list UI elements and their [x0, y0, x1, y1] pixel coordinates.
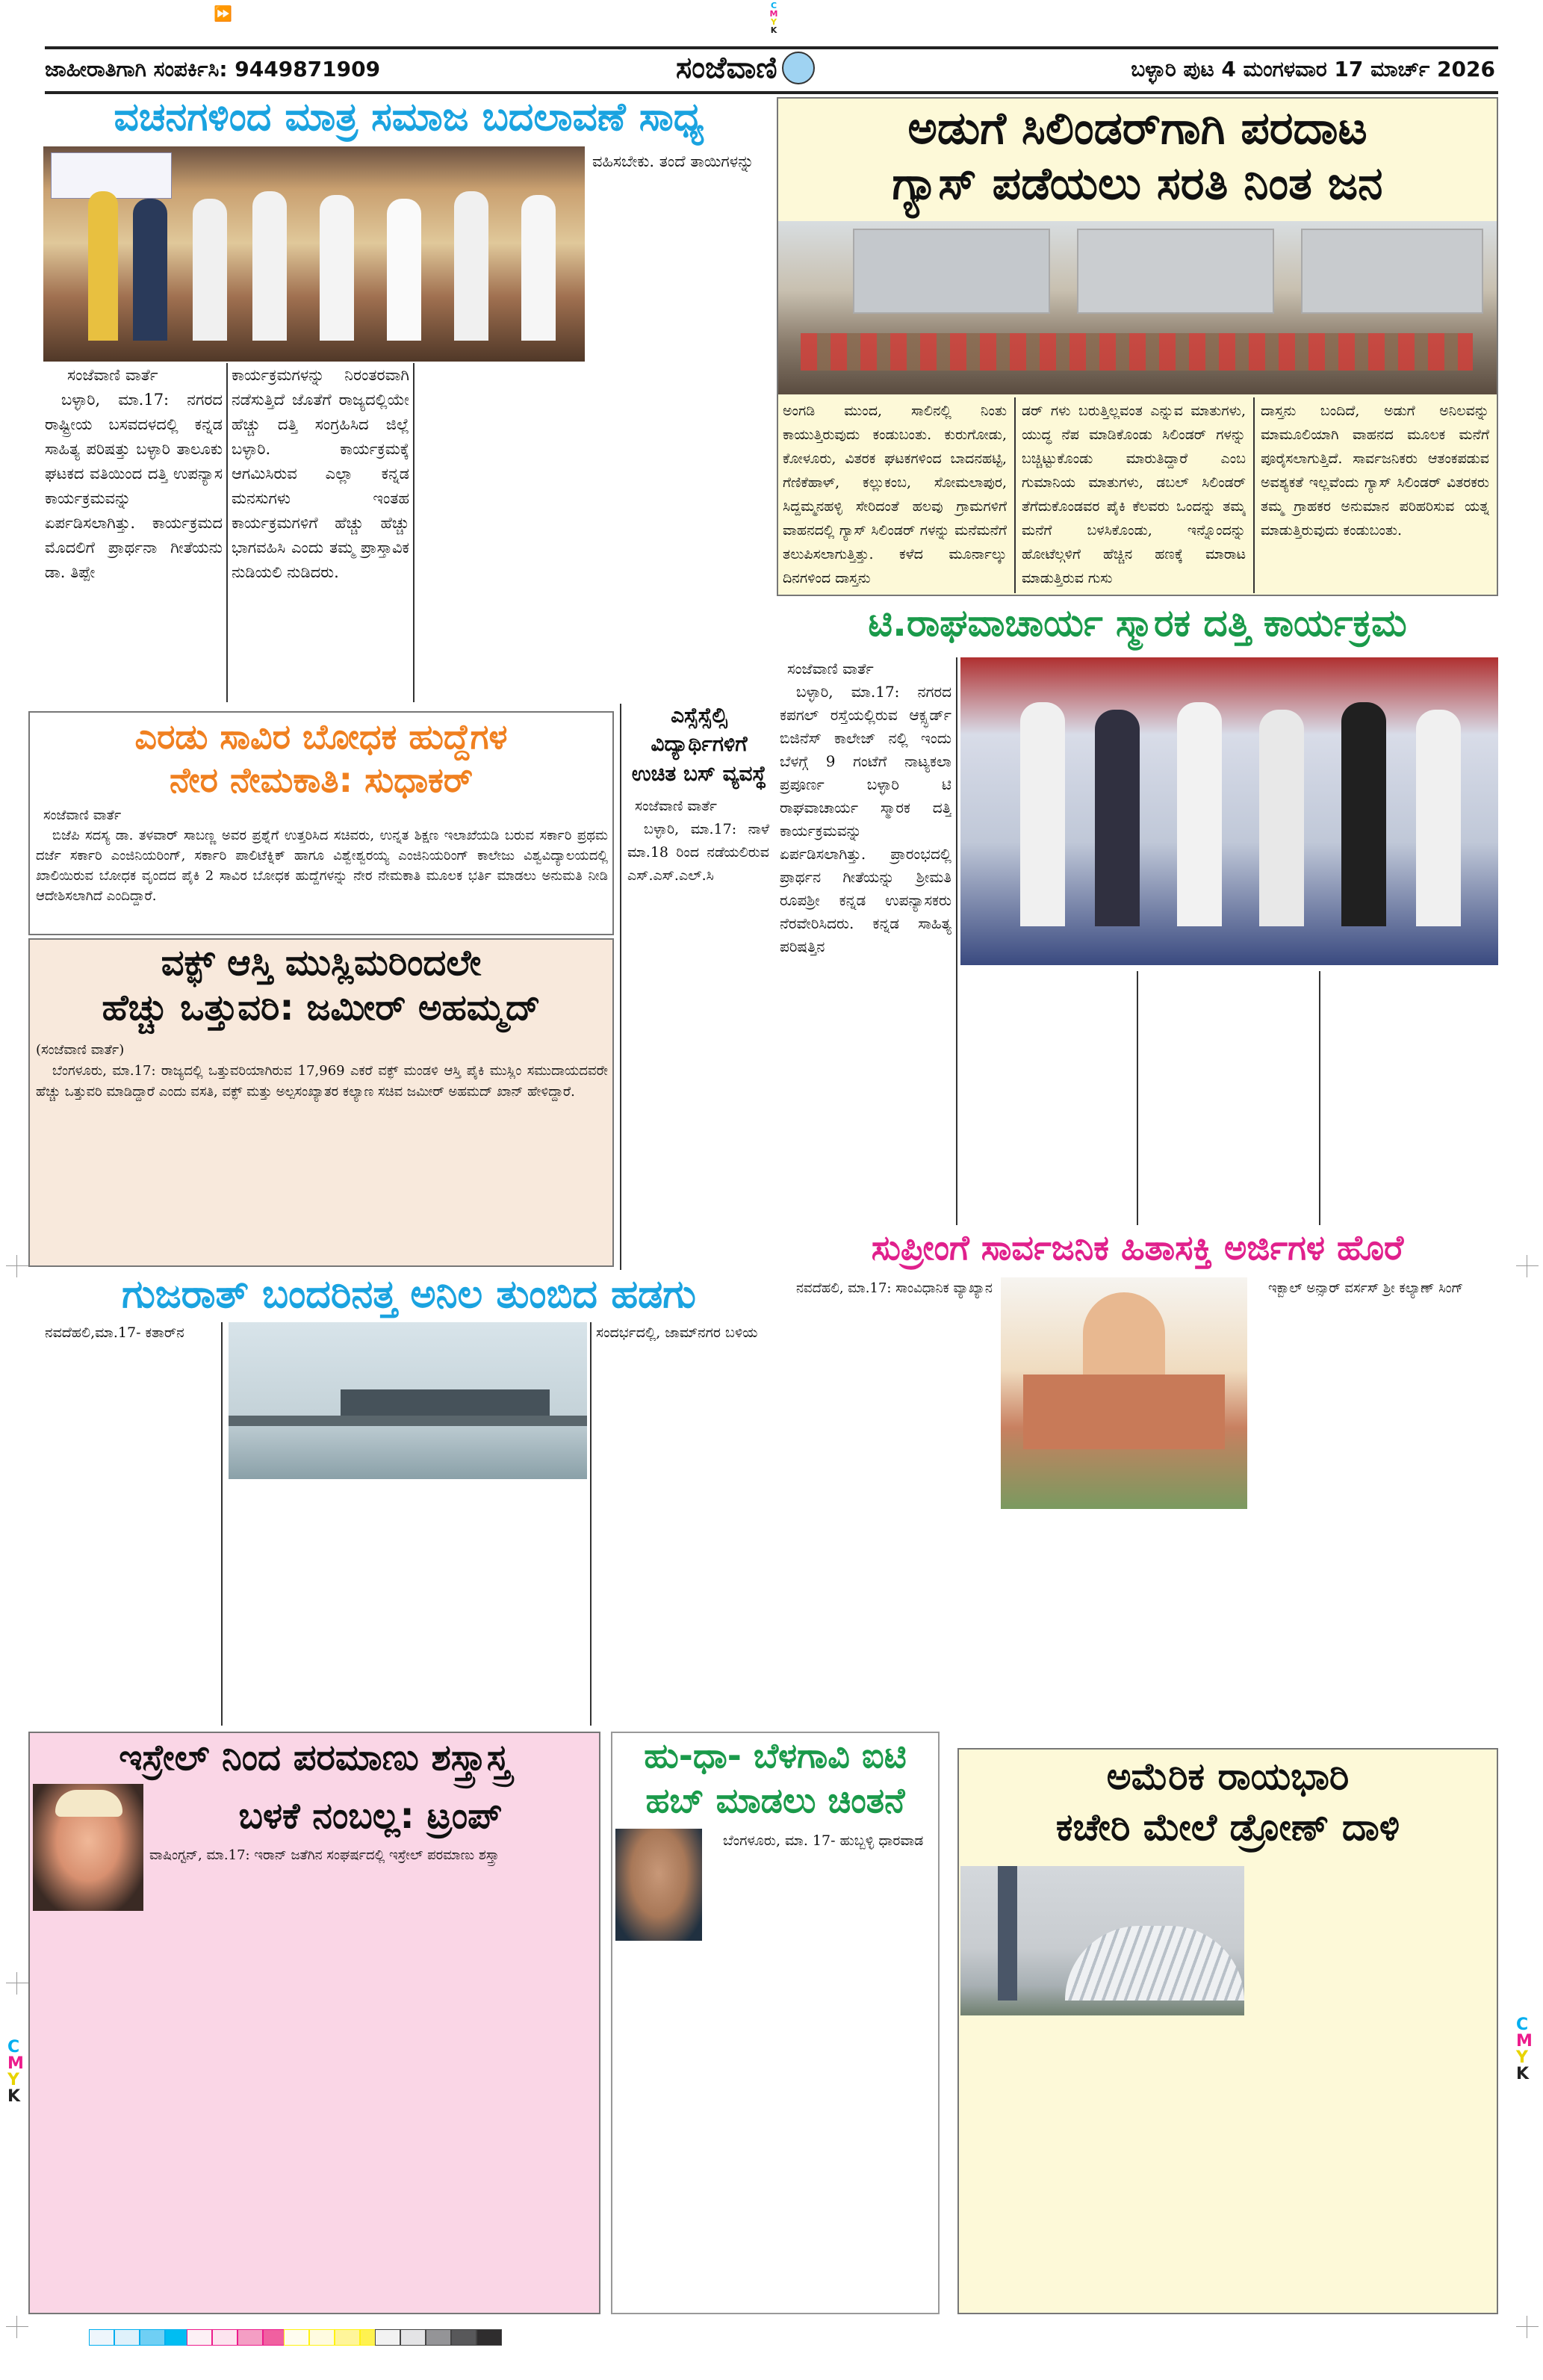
- shop-shutter-icon: [853, 229, 1050, 314]
- banner-icon: [51, 152, 172, 199]
- ithub-lead: [707, 1830, 934, 1942]
- gas-col-3: [1261, 399, 1489, 590]
- black-swatch: [426, 2329, 451, 2346]
- cmyk-y: Y: [7, 2071, 19, 2089]
- column-rule: [1253, 397, 1255, 593]
- ithub-headline-line-2: ಹಬ್ ಮಾಡಲು ಚಿಂತನೆ: [645, 1780, 905, 1820]
- supreme-court-photo: [1001, 1277, 1247, 1509]
- column-rule: [590, 1322, 592, 1726]
- supreme-col-1: [780, 1277, 996, 1726]
- gujarat-col-2: [229, 1487, 587, 1726]
- yellow-swatch: [335, 2329, 360, 2346]
- dateline: ಬಳ್ಳಾರಿ ಪುಟ 4 ಮಂಗಳವಾರ 17 ಮಾರ್ಚ್ 2026: [1131, 57, 1495, 81]
- ithub-headline-line-1: ಹು-ಧಾ- ಬೆಳಗಾವಿ ಐಟಿ: [644, 1735, 907, 1776]
- cmyk-right-mark: [1516, 2017, 1533, 2083]
- trump-lead: [149, 1845, 594, 1912]
- masthead-bottom-rule: [45, 91, 1498, 94]
- logo-globe-icon: [782, 52, 815, 84]
- drone-body: [965, 2023, 1494, 2310]
- vachana-headline: ವಚನಗಳಿಂದ ಮಾತ್ರ ಸಮಾಜ ಬದಲಾವಣೆ ಸಾಧ್ಯ: [114, 95, 704, 140]
- gas-ship-photo: [229, 1322, 587, 1479]
- raghavacharya-col-3: [1143, 971, 1314, 1225]
- waqf-text: ಬೆಂಗಳೂರು, ಮಾ.17: ರಾಜ್ಯದಲ್ಲಿ ಒತ್ತುವರಿಯಾಗಿರುವ 17,969 ಎಕರೆ ವಕ್ಫ್ ಮಂಡಳಿ ಆಸ್ತಿ ಪೈಕಿ ಮುಸ್ಲಿಂ ಸಮುದಾಯದವರೇ ಹೆಚ್ಚು ಒತ್ತುವರಿ ಮಾಡಿದ್ದಾರೆ ಎಂದು ವಸತಿ, ವಕ್ಫ್ ಮತ್ತು ಅಲ್ಪಸಂಖ್ಯಾತರ ಕಲ್ಯಾಣ ಸಚಿವ ಜಮೀರ್ ಅಹಮದ್ ಖಾನ್ ಹೇಳಿದ್ದಾರೆ.: [36, 1063, 608, 1100]
- cmyk-c: C: [1516, 2015, 1529, 2034]
- trump-text: ವಾಷಿಂಗ್ಟನ್, ಮಾ.17: ಇರಾನ್ ಜತೆಗಿನ ಸಂಘರ್ಷದಲ್ಲಿ ಇಸ್ರೇಲ್ ಪರಮಾಣು ಶಸ್ತ್ರಾ: [149, 1847, 500, 1863]
- gas-article-box: [777, 97, 1498, 596]
- black-swatch: [451, 2329, 476, 2346]
- ithub-body: [618, 1950, 935, 2308]
- dome-icon: [1083, 1292, 1165, 1375]
- cmyk-y: Y: [1516, 2048, 1528, 2067]
- waqf-headline-line-2: ಹೆಚ್ಚು ಒತ್ತುವರಿ: ಜಮೀರ್ ಅಹಮ್ಮದ್: [102, 987, 541, 1029]
- cmyk-k: K: [1516, 2065, 1530, 2083]
- drone-article-box: [957, 1748, 1498, 2314]
- vachana-col-2: [232, 363, 409, 699]
- cylinder-row-icon: [801, 333, 1473, 371]
- waqf-body: [36, 1040, 608, 1262]
- teachers-text: ಬಿಜೆಪಿ ಸದಸ್ಯ ಡಾ. ತಳವಾರ್ ಸಾಬಣ್ಣ ಅವರ ಪ್ರಶ್ನೆಗೆ ಉತ್ತರಿಸಿದ ಸಚಿವರು, ಉನ್ನತ ಶಿಕ್ಷಣ ಇಲಾಖೆಯಡಿ ಬರುವ ಸರ್ಕಾರಿ ಪ್ರಥಮ ದರ್ಜೆ ಸರ್ಕಾರಿ ಎಂಜಿನಿಯರಿಂಗ್, ಸರ್ಕಾರಿ ಪಾಲಿಟೆಕ್ನಿಕ್ ಹಾಗೂ ವಿಶ್ವೇಶ್ವರಯ್ಯ ಎಂಜಿನಿಯರಿಂಗ್ ಕಾಲೇಜು ವಿಶ್ವವಿದ್ಯಾಲಯದಲ್ಲಿ ಖಾಲಿಯಿರುವ ಬೋಧಕ ವೃಂದದ ಪೈಕಿ 2 ಸಾವಿರ ಬೋಧಕ ಹುದ್ದೆಗಳನ್ನು ನೇರ ನೇಮಕಾತಿ ಮೂಲಕ ಭರ್ತಿ ಮಾಡಲು ಅನುಮತಿ ನೀಡಿ ಆದೇಶಿಸಲಾಗಿದೆ ಎಂದಿದ್ದಾರೆ.: [36, 828, 608, 904]
- black-color-bar: [375, 2329, 502, 2346]
- teachers-headline-line-1: ಎರಡು ಸಾವಿರ ಬೋಧಕ ಹುದ್ದೆಗಳ: [134, 716, 508, 757]
- cyan-swatch: [114, 2329, 140, 2346]
- teachers-article-box: [28, 711, 614, 935]
- logo-text: ಸಂಜೆವಾಣಿ: [676, 51, 777, 85]
- drone-headline-line-1: ಅಮೆರಿಕ ರಾಯಭಾರಿ: [1106, 1755, 1350, 1798]
- cmyk-k: K: [770, 25, 777, 35]
- raghavacharya-text: ಬಳ್ಳಾರಿ, ಮಾ.17: ನಗರದ ಕಪಗಲ್ ರಸ್ತೆಯಲ್ಲಿರುವ ಆಕ್ಸ್ಫರ್ಡ್ ಬಿಜಿನೆಸ್ ಕಾಲೇಜ್ ನಲ್ಲಿ ಇಂದು ಬೆಳಗ್ಗೆ 9 ಗಂಟೆಗೆ ನಾಟ್ಯಕಲಾ ಪ್ರಪೂರ್ಣ ಬಳ್ಳಾರಿ ಟಿ ರಾಘವಾಚಾರ್ಯ ಸ್ಮಾರಕ ದತ್ತಿ ಕಾರ್ಯಕ್ರಮವನ್ನು ಏರ್ಪಡಿಸಲಾಗಿತ್ತು. ಪ್ರಾರಂಭದಲ್ಲಿ ಪ್ರಾರ್ಥನ ಗೀತೆಯನ್ನು ಶ್ರೀಮತಿ ರೂಪಶ್ರೀ ಕನ್ನಡ ಉಪನ್ಯಾಸಕರು ನೆರವೇರಿಸಿದರು. ಕನ್ನಡ ಸಾಹಿತ್ಯ ಪರಿಷತ್ತಿನ: [780, 683, 951, 955]
- gujarat-text-3: ಸಂದರ್ಭದಲ್ಲಿ, ಜಾಮ್‌ನಗರ ಬಳಿಯ: [596, 1324, 758, 1341]
- vachana-col-1: [45, 363, 223, 699]
- yellow-swatch: [284, 2329, 309, 2346]
- gas-col-1: [783, 399, 1007, 590]
- black-swatch: [375, 2329, 400, 2346]
- trump-headline-line-2: ಬಳಕೆ ನಂಬಲ್ಲ: ಟ್ರಂಪ್: [238, 1795, 503, 1837]
- cyan-swatch: [89, 2329, 114, 2346]
- page-marker-icon: ⏩: [214, 4, 232, 22]
- magenta-swatch: [187, 2329, 212, 2346]
- drone-lead: [1249, 1869, 1494, 2018]
- cmyk-top-mark: [766, 1, 781, 34]
- waqf-headline-line-1: ವಕ್ಫ್ ಆಸ್ತಿ ಮುಸ್ಲಿಮರಿಂದಲೇ: [161, 942, 482, 984]
- registration-crosshair-icon: [6, 2316, 28, 2338]
- sslc-headline-line-1: ಎಸ್ಸೆಸ್ಸೆಲ್ಸಿ: [671, 703, 727, 728]
- column-rule: [413, 363, 415, 702]
- sslc-headline-line-2: ವಿದ್ಯಾರ್ಥಿಗಳಿಗೆ: [651, 731, 748, 756]
- gas-headline-line-1: ಅಡುಗೆ ಸಿಲಿಂಡರ್‌ಗಾಗಿ ಪರದಾಟ: [907, 102, 1367, 155]
- column-rule: [221, 1322, 223, 1726]
- magenta-swatch: [212, 2329, 237, 2346]
- ithub-article-box: [611, 1732, 940, 2314]
- cmyk-m: M: [769, 9, 778, 19]
- gas-text-3: ದಾಸ್ತನು ಬಂದಿದೆ, ಅಡುಗೆ ಅನಿಲವನ್ನು ಮಾಮೂಲಿಯಾಗಿ ವಾಹನದ ಮೂಲಕ ಮನೆಗೆ ಪೂರೈಸಲಾಗುತ್ತಿದೆ. ಸಾರ್ವಜನಿಕರು ಆತಂಕಪಡುವ ಅವಶ್ಯಕತೆ ಇಲ್ಲವೆಂದು ಗ್ಯಾಸ್ ಸಿಲಿಂಡರ್ ವಿತರಕರು ತಮ್ಮ ಗ್ರಾಹಕರ ಅನುಮಾನ ಪರಿಹರಿಸುವ ಯತ್ನ ಮಾಡುತ್ತಿರುವುದು ಕಂಡುಬಂತು.: [1261, 403, 1489, 539]
- cyan-swatch: [140, 2329, 165, 2346]
- gujarat-col-1: [45, 1322, 217, 1726]
- cmyk-c: C: [770, 1, 777, 10]
- gujarat-text-1: ನವದೆಹಲಿ,ಮಾ.17- ಕತಾರ್‌ನ: [45, 1324, 184, 1341]
- column-rule: [956, 657, 957, 1225]
- vachana-text-3: ವಹಿಸಬೇಕು. ತಂದೆ ತಾಯಿಗಳನ್ನು: [592, 152, 754, 170]
- hair-icon: [55, 1790, 122, 1817]
- trump-portrait-photo: [33, 1784, 143, 1911]
- sslc-headline-line-3: ಉಚಿತ ಬಸ್ ವ್ಯವಸ್ಥೆ: [631, 761, 767, 786]
- newspaper-logo: [676, 51, 815, 85]
- column-rule: [620, 704, 621, 1270]
- cmyk-m: M: [7, 2054, 24, 2073]
- registration-crosshair-icon: [1516, 1255, 1539, 1277]
- registration-crosshair-icon: [6, 1255, 28, 1277]
- gas-queue-photo: [778, 221, 1497, 394]
- embassy-airport-photo: [960, 1866, 1244, 2015]
- teachers-body: [36, 805, 608, 932]
- masthead-top-rule: [45, 46, 1498, 49]
- magenta-swatch: [237, 2329, 263, 2346]
- black-swatch: [476, 2329, 502, 2346]
- advertising-contact: ಜಾಹೀರಾತಿಗಾಗಿ ಸಂಪರ್ಕಿಸಿ: 9449871909: [45, 57, 381, 81]
- yellow-swatch: [309, 2329, 335, 2346]
- raghavacharya-col-4: [1325, 971, 1497, 1225]
- column-rule: [226, 363, 228, 702]
- registration-crosshair-icon: [1516, 2316, 1539, 2338]
- raghavacharya-byline: ಸಂಜೆವಾಣಿ ವಾರ್ತೆ: [787, 660, 874, 678]
- raghavacharya-col-2: [960, 971, 1132, 1225]
- ship-icon: [341, 1389, 550, 1419]
- supreme-headline: ಸುಪ್ರೀಂಗೆ ಸಾರ್ವಜನಿಕ ಹಿತಾಸಕ್ತಿ ಅರ್ಜಿಗಳ ಹೊರೆ: [871, 1227, 1404, 1268]
- trump-body: [36, 1917, 593, 2308]
- cmyk-y: Y: [771, 17, 777, 27]
- supreme-col-3: [1252, 1277, 1497, 1726]
- sslc-body: [627, 795, 769, 1265]
- column-rule: [1014, 397, 1016, 593]
- column-rule: [1137, 971, 1138, 1225]
- waqf-article-box: [28, 938, 614, 1267]
- supreme-text-1: ನವದೆಹಲಿ, ಮಾ.17: ಸಾಂವಿಧಾನಿಕ ವ್ಯಾಖ್ಯಾನ: [796, 1280, 993, 1296]
- raghavacharya-body: [780, 657, 951, 1173]
- teachers-headline-line-2: ನೇರ ನೇಮಕಾತಿ: ಸುಧಾಕರ್: [169, 760, 474, 800]
- vachana-event-photo: [43, 146, 585, 362]
- gujarat-headline: ಗುಜರಾತ್ ಬಂದರಿನತ್ತ ಅನಿಲ ತುಂಬಿದ ಹಡಗು: [122, 1272, 696, 1317]
- sslc-text: ಬಳ್ಳಾರಿ, ಮಾ.17: ನಾಳೆ ಮಾ.18 ರಿಂದ ನಡೆಯಲಿರುವ ಎಸ್.ಎಸ್.ಎಲ್.ಸಿ: [627, 821, 769, 884]
- vachana-col-4: [592, 149, 772, 702]
- raghavacharya-headline: ಟಿ.ರಾಘವಾಚಾರ್ಯ ಸ್ಮಾರಕ ದತ್ತಿ ಕಾರ್ಯಕ್ರಮ: [868, 601, 1407, 645]
- gas-headline-line-2: ಗ್ಯಾಸ್ ಪಡೆಯಲು ಸರತಿ ನಿಂತ ಜನ: [892, 158, 1383, 210]
- vachana-text-2: ಕಾರ್ಯಕ್ರಮಗಳನ್ನು ನಿರಂತರವಾಗಿ ನಡೆಸುತ್ತಿದೆ ಜೊತೆಗೆ ರಾಜ್ಯದಲ್ಲಿಯೇ ಹೆಚ್ಚು ದತ್ತಿ ಸಂಗ್ರಹಿಸಿದ ಜಿಲ್ಲೆ ಬಳ್ಳಾರಿ. ಕಾರ್ಯಕ್ರಮಕ್ಕೆ ಆಗಮಿಸಿರುವ ಎಲ್ಲಾ ಕನ್ನಡ ಮನಸುಗಳು ಇಂತಹ ಕಾರ್ಯಕ್ರಮಗಳಿಗೆ ಹೆಚ್ಚು ಹೆಚ್ಚು ಭಾಗವಹಿಸಿ ಎಂದು ತಮ್ಮ ಪ್ರಾಸ್ತಾವಿಕ ನುಡಿಯಲಿ ನುಡಿದರು.: [232, 366, 409, 581]
- teachers-byline: ಸಂಜೆವಾಣಿ ವಾರ್ತೆ: [43, 808, 122, 823]
- minister-portrait-photo: [615, 1829, 702, 1941]
- trump-article-box: [28, 1732, 600, 2314]
- gas-col-2: [1022, 399, 1246, 590]
- registration-crosshair-icon: [6, 1972, 28, 1995]
- supreme-text-3: ಇಕ್ಬಾಲ್ ಅನ್ಸಾರ್ ವರ್ಸಸ್ ಶ್ರೀ ಕಲ್ಯಾಣ್ ಸಿಂಗ್: [1268, 1280, 1464, 1296]
- gas-text-1: ಅಂಗಡಿ ಮುಂದ, ಸಾಲಿನಲ್ಲಿ ನಿಂತು ಕಾಯುತ್ತಿರುವುದು ಕಂಡುಬಂತು. ಕುರುಗೋಡು, ಕೋಳೂರು, ವಿತರಕ ಘಟಕಗಳಿಂದ ಬಾದನಹಟ್ಟಿ, ಗೆಣಿಕೆಹಾಳ್, ಕಲ್ಲುಕಂಬ, ಸೋಮಲಾಪುರ, ಸಿದ್ದಮ್ಮನಹಳ್ಳಿ ಸೇರಿದಂತೆ ಹಲವು ಗ್ರಾಮಗಳಿಗೆ ವಾಹನದಲ್ಲಿ ಗ್ಯಾಸ್ ಸಿಲಿಂಡರ್ ಗಳನ್ನು ಮನೆಮನೆಗೆ ತಲುಪಿಸಲಾಗುತ್ತಿತ್ತು. ಕಳೆದ ಮೂರ್ನಾಲ್ಕು ದಿನಗಳಿಂದ ದಾಸ್ತನು: [783, 403, 1007, 586]
- column-rule: [1319, 971, 1320, 1225]
- vachana-byline: ಸಂಜೆವಾಣಿ ವಾರ್ತೆ: [67, 366, 158, 384]
- gas-text-2: ಡರ್ ಗಳು ಬರುತ್ತಿಲ್ಲವಂತ ಎನ್ನುವ ಮಾತುಗಳು, ಯುದ್ಧ ನೆಪ ಮಾಡಿಕೊಂಡು ಸಿಲಿಂಡರ್ ಗಳನ್ನು ಬಚ್ಚಿಟ್ಟುಕೊಂಡು ಮಾರುತಿದ್ದಾರೆ ಎಂಬ ಗುಮಾನಿಯ ಮಾತುಗಳು, ಡಬಲ್ ಸಿಲಿಂಡರ್ ತೆಗೆದುಕೊಂಡವರ ಪೈಕಿ ಕೆಲವರು ಒಂದನ್ನು ತಮ್ಮ ಮನೆಗೆ ಬಳಸಿಕೊಂಡು, ಇನ್ನೊಂದನ್ನು ಹೋಟೆಲ್ಗಳಿಗೆ ಹೆಚ್ಚಿನ ಹಣಕ್ಕೆ ಮಾರಾಟ ಮಾಡುತ್ತಿರುವ ಗುಸು: [1022, 403, 1246, 586]
- waqf-byline: (ಸಂಜೆವಾಣಿ ವಾರ್ತೆ): [36, 1042, 125, 1058]
- cmyk-m: M: [1516, 2032, 1533, 2051]
- vachana-col-3: [418, 363, 586, 699]
- cmyk-k: K: [7, 2087, 21, 2106]
- cmyk-left-mark: [7, 2039, 24, 2105]
- raghavacharya-event-photo: [960, 657, 1498, 965]
- ithub-text: ಬೆಂಗಳೂರು, ಮಾ. 17- ಹುಬ್ಬಳ್ಳಿ ಧಾರವಾಡ: [723, 1832, 924, 1849]
- gujarat-col-3: [596, 1322, 772, 1726]
- black-swatch: [400, 2329, 426, 2346]
- vachana-text-1: ಬಳ್ಳಾರಿ, ಮಾ.17: ನಗರದ ರಾಷ್ಟ್ರೀಯ ಬಸವದಳದಲ್ಲಿ ಕನ್ನಡ ಸಾಹಿತ್ಯ ಪರಿಷತ್ತು ಬಳ್ಳಾರಿ ತಾಲೂಕು ಘಟಕದ ವತಿಯಿಂದ ದತ್ತಿ ಉಪನ್ಯಾಸ ಕಾರ್ಯಕ್ರಮವನ್ನು ಏರ್ಪಡಿಸಲಾಗಿತ್ತು. ಕಾರ್ಯಕ್ರಮದ ಮೊದಲಿಗೆ ಪ್ರಾರ್ಥನಾ ಗೀತೆಯನು ಡಾ. ತಿಪ್ಪೇ: [45, 391, 223, 581]
- drone-headline-line-2: ಕಚೇರಿ ಮೇಲೆ ಡ್ರೋಣ್ ದಾಳಿ: [1055, 1806, 1400, 1849]
- cmyk-c: C: [7, 2038, 20, 2057]
- control-tower-icon: [998, 1866, 1017, 2001]
- sslc-byline: ಸಂಜೆವಾಣಿ ವಾರ್ತೆ: [635, 798, 718, 814]
- trump-headline-line-1: ಇಸ್ರೇಲ್ ನಿಂದ ಪರಮಾಣು ಶಸ್ತ್ರಾಸ್ತ್ರ: [119, 1737, 510, 1779]
